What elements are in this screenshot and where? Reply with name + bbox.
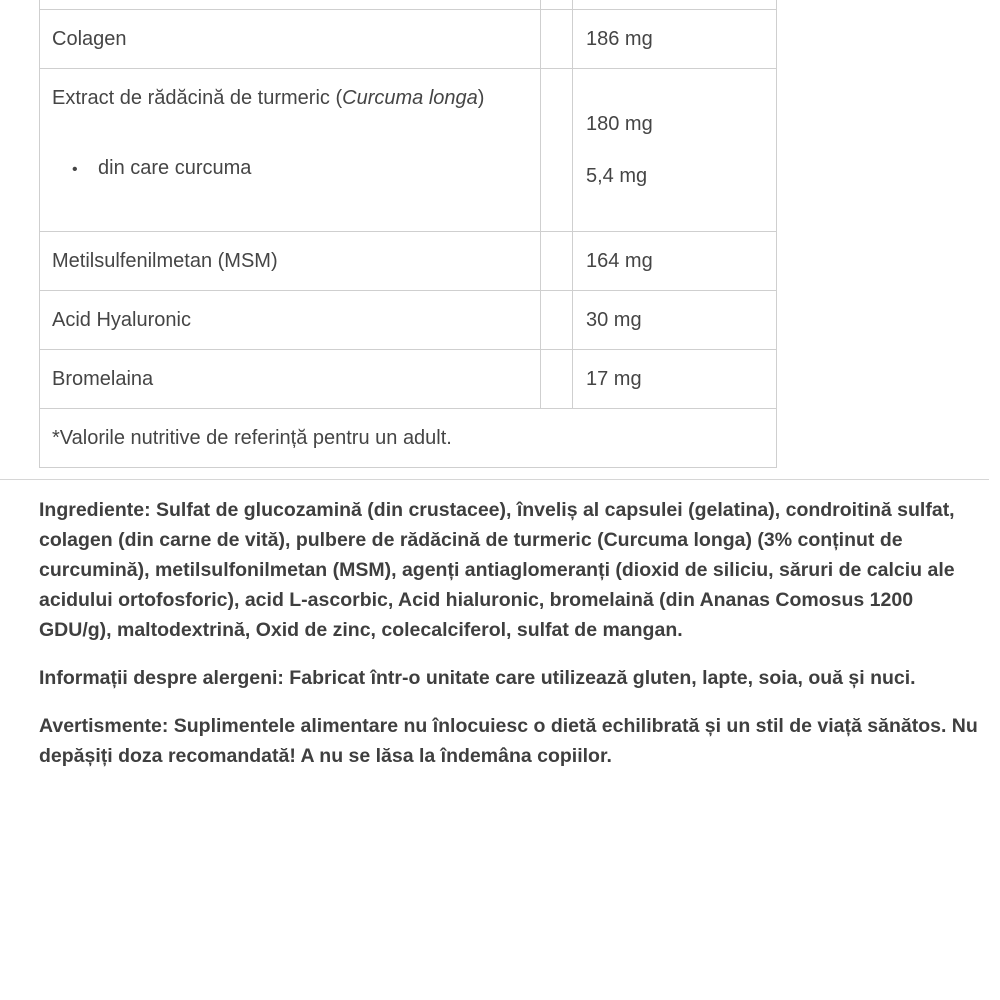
table-row xyxy=(40,232,777,291)
ingredients-paragraph: Ingrediente: Sulfat de glucozamină (din crustacee), înveliș al capsulei (gelatina), condroitină sulfat, colagen (din carne de vită), pulbere de rădăcină de turmeric (Curcuma longa) (3% conținut de curcumină), metilsulfonilmetan (MSM), agenți antiaglomeranți (dioxid de siliciu, săruri de calciu ale acidului ortofosforic), acid L-ascorbic, Acid hialuronic, bromelaină (din Ananas Comosus 1200 GDU/g), maltodextrină, Oxid de zinc, colecalciferol, sulfat de mangan. xyxy=(39,499,955,641)
bullet-icon: • xyxy=(72,161,78,178)
warnings-paragraph: Avertismente: Suplimentele alimentare nu înlocuiesc o dietă echilibrată și un stil de viață sănătos. Nu depășiți doza recomandată! A nu se lăsa la îndemâna copiilor. xyxy=(39,715,978,767)
latin-name: Curcuma longa xyxy=(342,87,478,109)
table-footnote-row xyxy=(40,409,777,468)
nutrition-table xyxy=(39,0,777,468)
allergens-paragraph: Informații despre alergeni: Fabricat într-o unitate care utilizează gluten, lapte, soia, ouă și nuci. xyxy=(39,667,916,689)
ingredient-amount: 164 mg xyxy=(573,232,777,291)
ingredient-name: Extract de rădăcină de turmeric (Curcuma longa) xyxy=(52,87,485,109)
ingredient-amount: 17 mg xyxy=(573,350,777,409)
ingredient-name: Metilsulfenilmetan (MSM) xyxy=(40,232,541,291)
table-row xyxy=(40,291,777,350)
section-divider xyxy=(0,479,989,480)
table-footnote: *Valorile nutritive de referință pentru un adult. xyxy=(40,409,777,468)
sub-ingredient-label: din care curcuma xyxy=(98,157,252,179)
table-row xyxy=(40,350,777,409)
sub-ingredient-amount: 5,4 mg xyxy=(586,165,648,187)
sub-ingredient xyxy=(52,156,540,182)
table-row-partial xyxy=(40,0,777,10)
product-info xyxy=(39,495,984,789)
ingredient-name: Colagen xyxy=(40,10,541,69)
ingredient-name: Bromelaina xyxy=(40,350,541,409)
ingredient-name: Acid Hyaluronic xyxy=(40,291,541,350)
ingredient-amount: 186 mg xyxy=(573,10,777,69)
ingredient-amount: 180 mg xyxy=(586,113,653,135)
table-row xyxy=(40,69,777,232)
table-row xyxy=(40,10,777,69)
ingredient-amount: 30 mg xyxy=(573,291,777,350)
